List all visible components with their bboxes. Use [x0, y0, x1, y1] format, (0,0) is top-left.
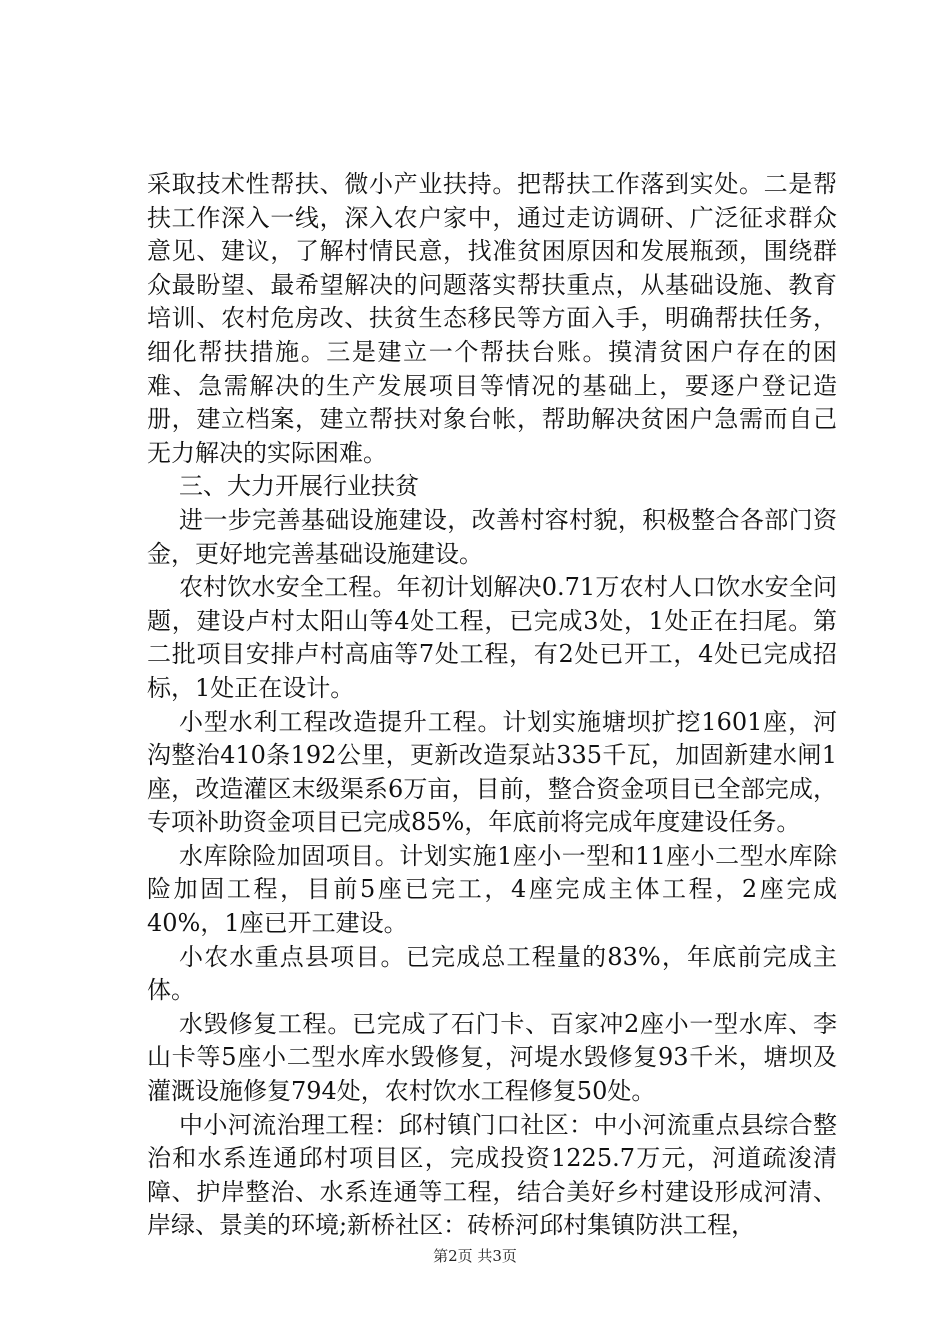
paragraph-flood-repair: 水毁修复工程。已完成了石门卡、百家冲2座小一型水库、李山卡等5座小二型水库水毁修复，河堤水毁修复93千米，塘坝及灌溉设施修复794处，农村饮水工程修复50处。 — [147, 1009, 837, 1106]
section-heading: 三、大力开展行业扶贫 — [179, 472, 419, 501]
paragraph-reservoir: 水库除险加固项目。计划实施1座小一型和11座小二型水库除险加固工程，目前5座已完工，4座完成主体工程，2座完成40%，1座已开工建设。 — [147, 841, 837, 938]
paragraph-key-county: 小农水重点县项目。已完成总工程量的83%，年底前完成主体。 — [147, 942, 837, 1005]
paragraph-continuation: 采取技术性帮扶、微小产业扶持。把帮扶工作落到实处。二是帮扶工作深入一线，深入农户家中，通过走访调研、广泛征求群众意见、建议，了解村情民意，找准贫困原因和发展瓶颈，围绕群众最盼望、最希望解决的问题落实帮扶重点，从基础设施、教育培训、农村危房改、扶贫生态移民等方面入手，明确帮扶任务，细化帮扶措施。三是建立一个帮扶台账。摸清贫困户存在的困难、急需解决的生产发展项目等情况的基础上，要逐户登记造册，建立档案，建立帮扶对象台帐，帮助解决贫困户急需而自己无力解决的实际困难。 — [147, 170, 837, 467]
paragraph-small-water-projects: 小型水利工程改造提升工程。计划实施塘坝扩挖1601座，河沟整治410条192公里，更新改造泵站335千瓦，加固新建水闸1座，改造灌区末级渠系6万亩，目前，整合资金项目已全部完成，专项补助资金项目已完成85%，年底前将完成年度建设任务。 — [147, 707, 837, 837]
paragraph-infrastructure: 进一步完善基础设施建设，改善村容村貌，积极整合各部门资金，更好地完善基础设施建设。 — [147, 505, 837, 568]
document-body — [147, 168, 837, 1243]
paragraph-river-governance: 中小河流治理工程：邱村镇门口社区：中小河流重点县综合整治和水系连通邱村项目区，完成投资1225.7万元，河道疏浚清障、护岸整治、水系连通等工程，结合美好乡村建设形成河清、岸绿、景美的环境;新桥社区：砖桥河邱村集镇防洪工程， — [147, 1110, 837, 1240]
page-number-footer: 第2页 共3页 — [433, 1247, 517, 1265]
paragraph-drinking-water: 农村饮水安全工程。年初计划解决0.71万农村人口饮水安全问题，建设卢村太阳山等4处工程，已完成3处，1处正在扫尾。第二批项目安排卢村高庙等7处工程，有2处已开工，4处已完成招标，1处正在设计。 — [147, 573, 837, 702]
